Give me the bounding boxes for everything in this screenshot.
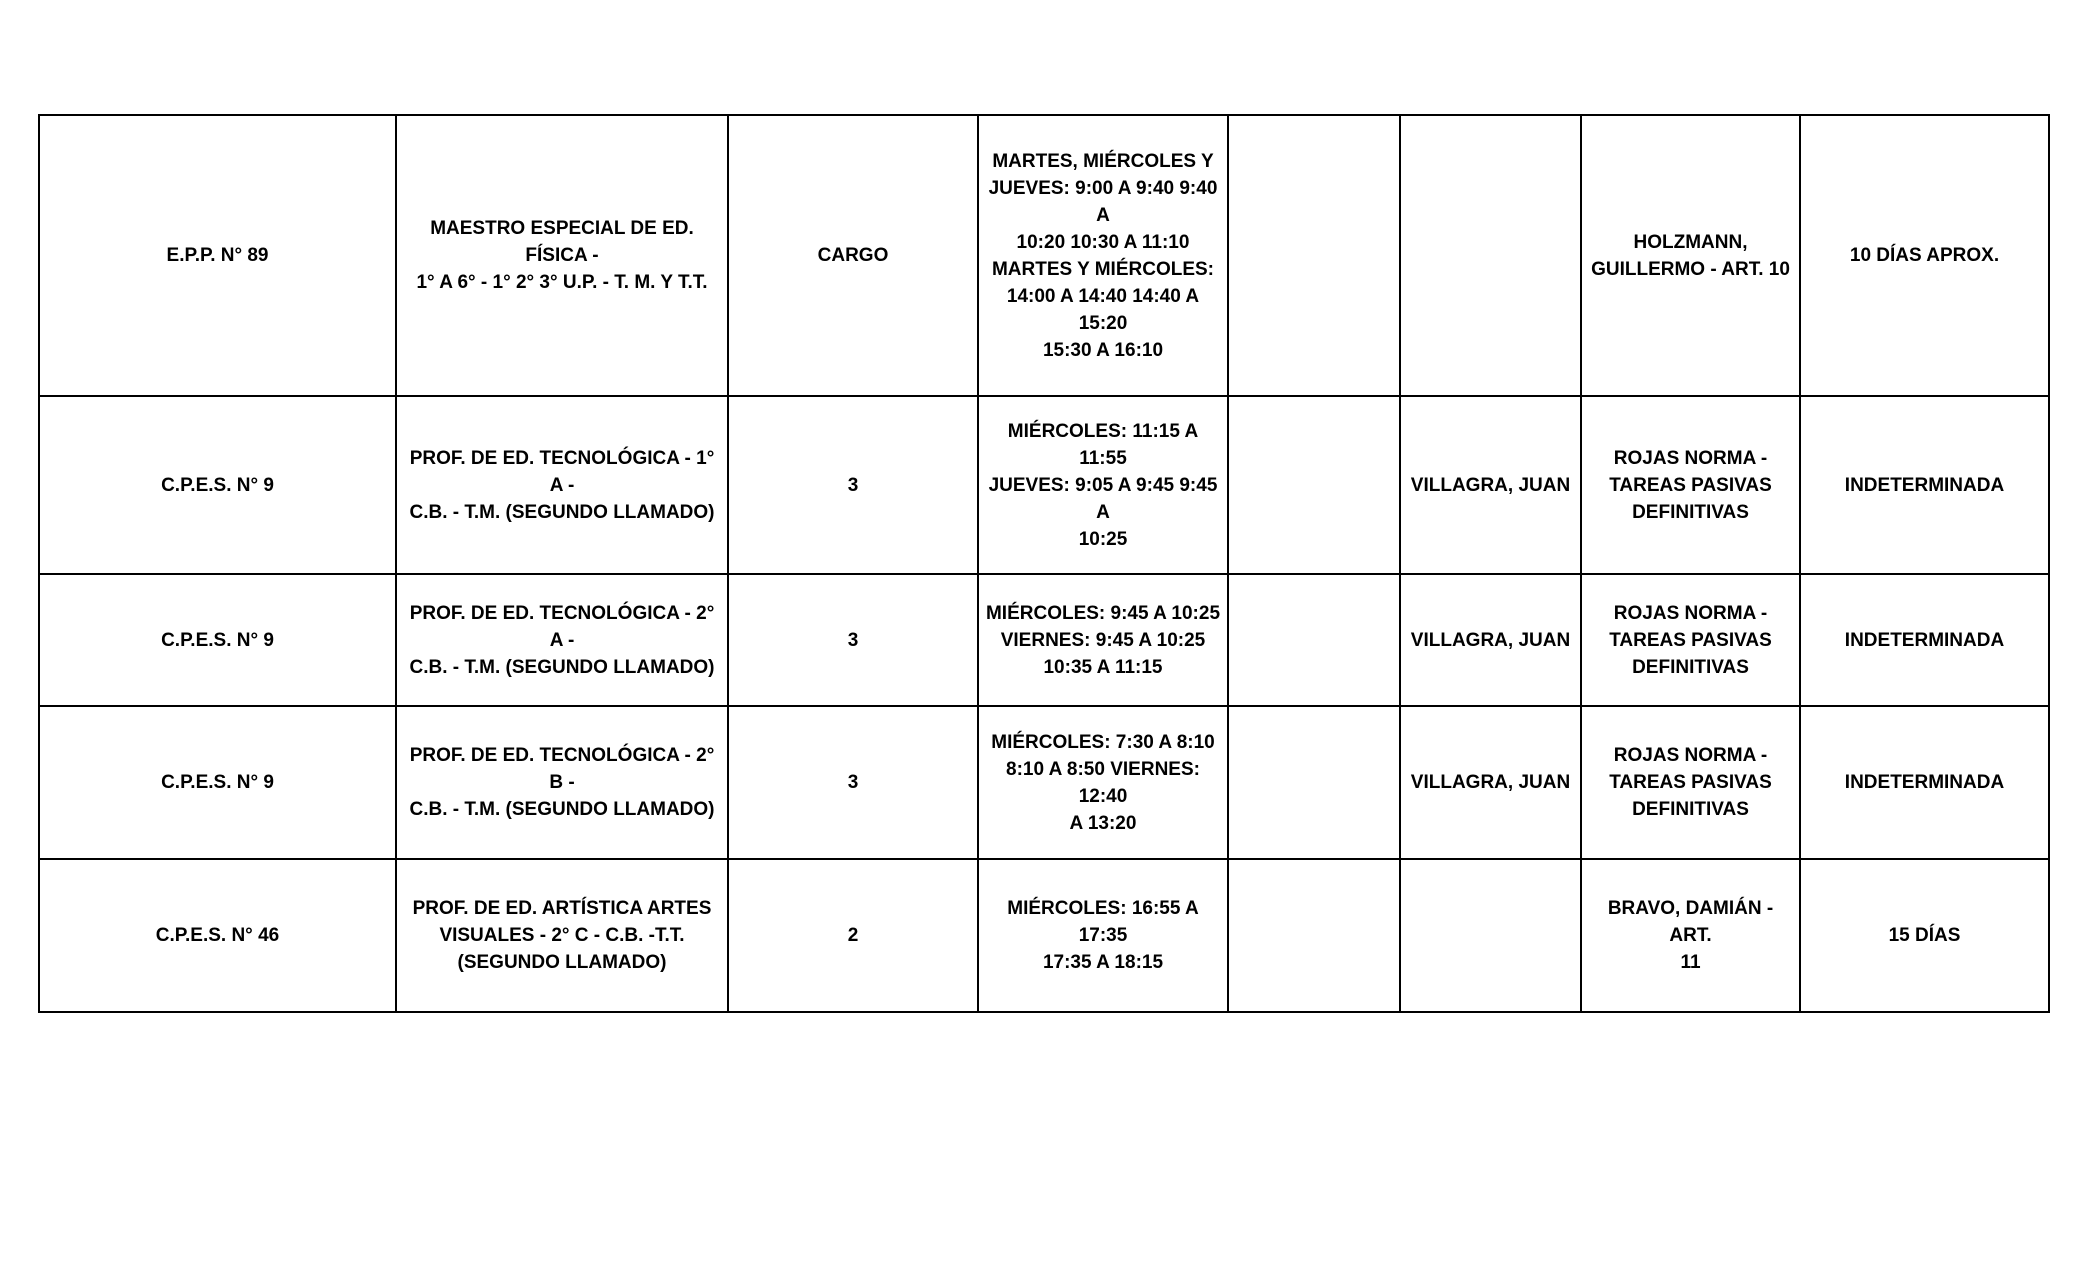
position-cell: PROF. DE ED. TECNOLÓGICA - 1° A - C.B. - T.M. (SEGUNDO LLAMADO) — [396, 396, 728, 574]
holder-cell: HOLZMANN, GUILLERMO - ART. 10 — [1581, 115, 1800, 396]
hours-cell: 3 — [728, 396, 978, 574]
hours-cell: CARGO — [728, 115, 978, 396]
position-cell: PROF. DE ED. TECNOLÓGICA - 2° A - C.B. - T.M. (SEGUNDO LLAMADO) — [396, 574, 728, 706]
holder-cell: ROJAS NORMA - TAREAS PASIVAS DEFINITIVAS — [1581, 574, 1800, 706]
duration-cell: INDETERMINADA — [1800, 706, 2049, 859]
holder-cell: BRAVO, DAMIÁN - ART. 11 — [1581, 859, 1800, 1012]
empty-cell — [1228, 574, 1400, 706]
empty-cell — [1228, 706, 1400, 859]
substitute-cell: VILLAGRA, JUAN — [1400, 706, 1581, 859]
table-row — [39, 574, 2049, 706]
position-cell: PROF. DE ED. ARTÍSTICA ARTES VISUALES - 2° C - C.B. -T.T. (SEGUNDO LLAMADO) — [396, 859, 728, 1012]
position-cell: PROF. DE ED. TECNOLÓGICA - 2° B - C.B. - T.M. (SEGUNDO LLAMADO) — [396, 706, 728, 859]
holder-cell: ROJAS NORMA - TAREAS PASIVAS DEFINITIVAS — [1581, 396, 1800, 574]
substitute-cell — [1400, 115, 1581, 396]
establishment-cell: C.P.E.S. N° 9 — [39, 396, 396, 574]
table-row — [39, 115, 2049, 396]
position-cell: MAESTRO ESPECIAL DE ED. FÍSICA - 1° A 6° - 1° 2° 3° U.P. - T. M. Y T.T. — [396, 115, 728, 396]
empty-cell — [1228, 396, 1400, 574]
establishment-cell: E.P.P. N° 89 — [39, 115, 396, 396]
empty-cell — [1228, 859, 1400, 1012]
hours-cell: 2 — [728, 859, 978, 1012]
schedule-cell: MIÉRCOLES: 11:15 A 11:55 JUEVES: 9:05 A 9:45 9:45 A 10:25 — [978, 396, 1228, 574]
empty-cell — [1228, 115, 1400, 396]
hours-cell: 3 — [728, 574, 978, 706]
substitute-cell: VILLAGRA, JUAN — [1400, 396, 1581, 574]
table-row — [39, 706, 2049, 859]
table-row — [39, 396, 2049, 574]
vacancy-table — [38, 114, 2050, 1013]
table-row — [39, 859, 2049, 1012]
substitute-cell — [1400, 859, 1581, 1012]
duration-cell: INDETERMINADA — [1800, 396, 2049, 574]
duration-cell: INDETERMINADA — [1800, 574, 2049, 706]
substitute-cell: VILLAGRA, JUAN — [1400, 574, 1581, 706]
schedule-cell: MIÉRCOLES: 9:45 A 10:25 VIERNES: 9:45 A 10:25 10:35 A 11:15 — [978, 574, 1228, 706]
holder-cell: ROJAS NORMA - TAREAS PASIVAS DEFINITIVAS — [1581, 706, 1800, 859]
establishment-cell: C.P.E.S. N° 46 — [39, 859, 396, 1012]
duration-cell: 15 DÍAS — [1800, 859, 2049, 1012]
hours-cell: 3 — [728, 706, 978, 859]
schedule-cell: MIÉRCOLES: 16:55 A 17:35 17:35 A 18:15 — [978, 859, 1228, 1012]
schedule-cell: MARTES, MIÉRCOLES Y JUEVES: 9:00 A 9:40 9:40 A 10:20 10:30 A 11:10 MARTES Y MIÉRCOLES: 14:00 A 14:40 14:40 A 15:20 15:30 A 16:10 — [978, 115, 1228, 396]
establishment-cell: C.P.E.S. N° 9 — [39, 706, 396, 859]
schedule-cell: MIÉRCOLES: 7:30 A 8:10 8:10 A 8:50 VIERNES: 12:40 A 13:20 — [978, 706, 1228, 859]
establishment-cell: C.P.E.S. N° 9 — [39, 574, 396, 706]
duration-cell: 10 DÍAS APROX. — [1800, 115, 2049, 396]
